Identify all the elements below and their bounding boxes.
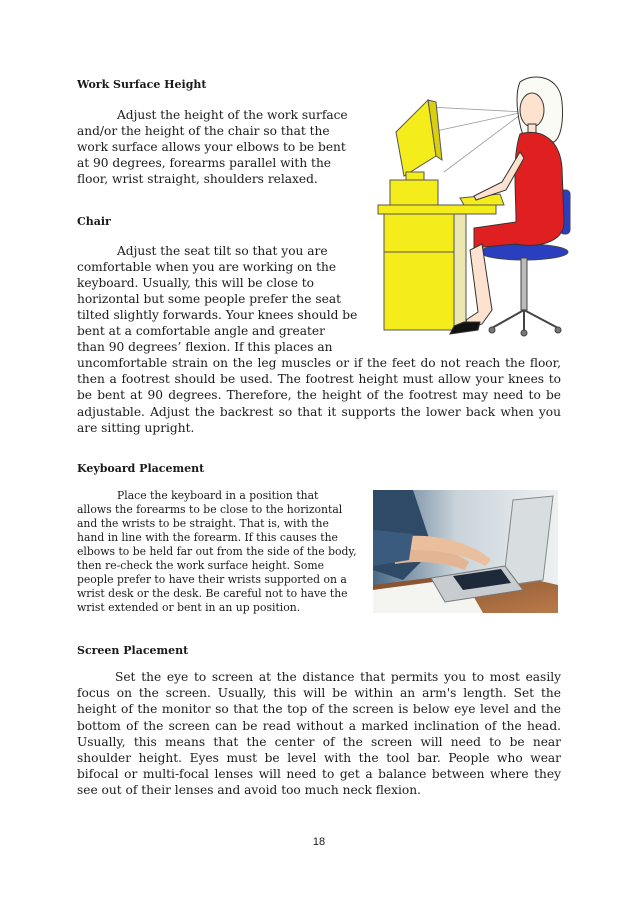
text-line: tilted slightly forwards. Your knees should be xyxy=(77,308,358,322)
heading-keyboard-placement: Keyboard Placement xyxy=(77,462,205,475)
text-line: then re-check the work surface height. Some xyxy=(77,559,325,572)
heading-chair: Chair xyxy=(77,215,111,228)
text-line: keyboard. Usually, this will be close to xyxy=(77,276,315,290)
heading-work-surface: Work Surface Height xyxy=(77,78,207,91)
text-line: work surface allows your elbows to be bent xyxy=(77,140,346,154)
text-line: than 90 degrees’ flexion. If this places an xyxy=(77,340,333,354)
text-line: horizontal but some people prefer the seat xyxy=(77,292,341,306)
page-number: 18 xyxy=(312,836,326,848)
text-line: and/or the height of the chair so that the xyxy=(77,124,330,138)
text-line: comfortable when you are working on the xyxy=(77,260,337,274)
text-line: Adjust the height of the work surface xyxy=(117,108,348,122)
text-line: at 90 degrees, forearms parallel with the xyxy=(77,156,332,170)
paragraph-screen: Set the eye to screen at the distance that permits you to most easily focus on the screen. Usually, this will be within an arm's length. Set the height of the monitor so that the top of the screen is below eye level and the bottom of the screen can be read without a marked inclination of the head. Usually, this means that the center of the screen will need to be near shoulder height. Eyes must be level with the tool bar. People who wear bifocal or multi-focal lenses will need to get a balance between where they see out of their lenses and avoid too much neck flexion. xyxy=(77,670,561,798)
text-line: Adjust the seat tilt so that you are xyxy=(117,244,328,258)
text-line: wrist desk or the desk. Be careful not to have the xyxy=(77,587,348,600)
laptop-typing-photo xyxy=(373,490,558,613)
text-line: and the wrists to be straight. That is, with the xyxy=(77,517,329,530)
text-line: hand in line with the forearm. If this causes the xyxy=(77,531,338,544)
text-line: wrist extended or bent in an up position. xyxy=(77,601,301,614)
ergonomic-workstation-illustration xyxy=(374,72,580,340)
text-block: uncomfortable strain on the leg muscles or if the feet do not reach the floor, then a footrest should be used. The footrest height must allow your knees to be bent at 90 degrees. Therefore, the height of the footrest may need to be adjustable. Adjust the backrest so that it supports the lower back when you are sitting upright. xyxy=(77,356,561,435)
text-line: Place the keyboard in a position that xyxy=(117,489,319,502)
text-line: allows the forearms to be close to the horizontal xyxy=(77,503,343,516)
text-line: bent at a comfortable angle and greater xyxy=(77,324,325,338)
text-line: people prefer to have their wrists supported on a xyxy=(77,573,347,586)
text-line: floor, wrist straight, shoulders relaxed. xyxy=(77,172,318,186)
text-line: elbows to be held far out from the side of the body, xyxy=(77,545,357,558)
heading-screen-placement: Screen Placement xyxy=(77,644,189,657)
monitor xyxy=(390,100,442,205)
